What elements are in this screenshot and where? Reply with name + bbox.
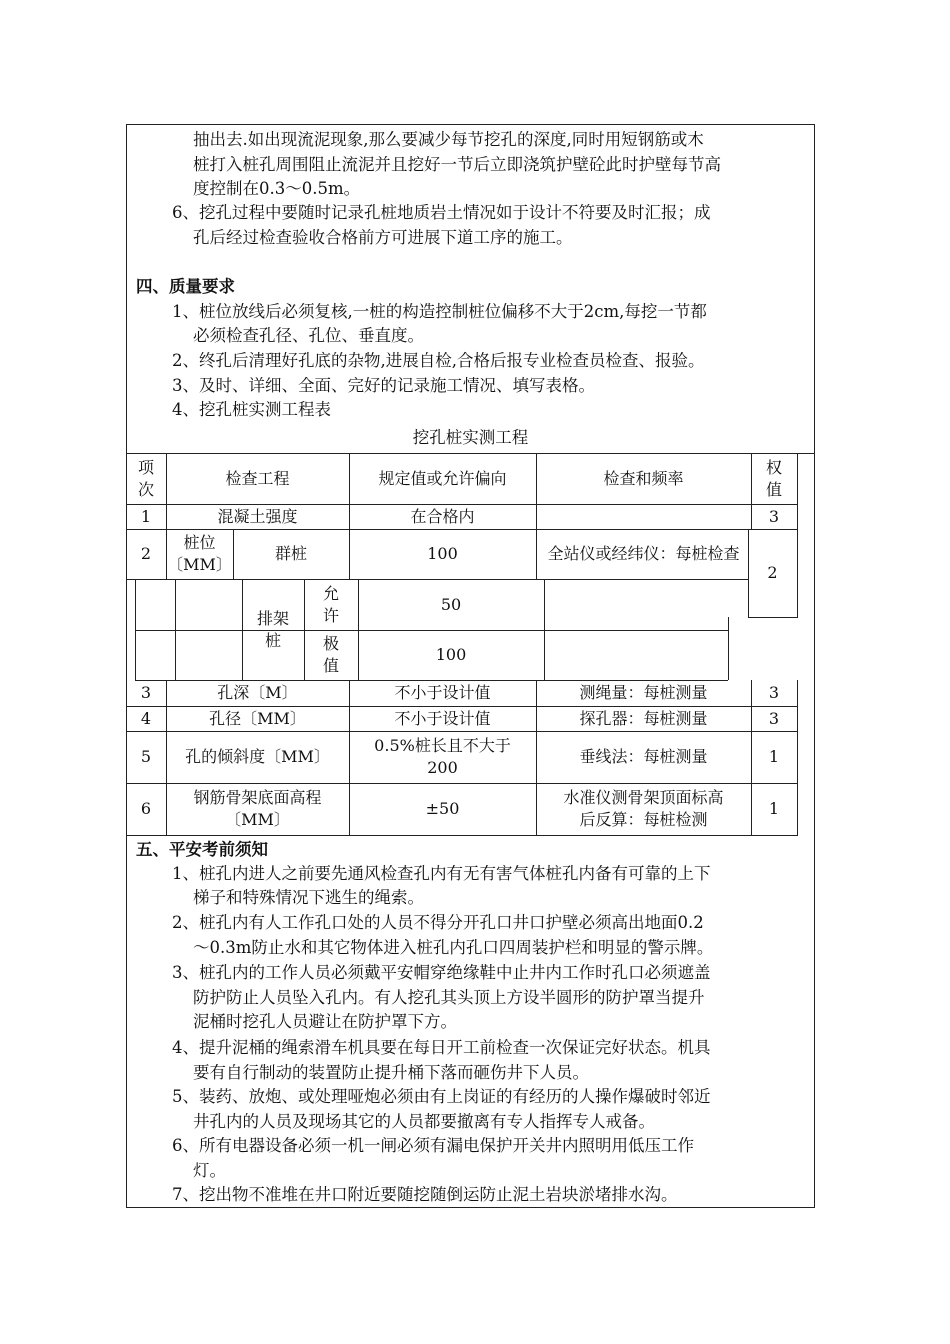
row2-allow-value: 50 bbox=[440, 594, 462, 614]
row2-weight: 2 bbox=[767, 563, 778, 582]
section4-item3: 3、及时、详细、全面、完好的记录施工情况、填写表格。 bbox=[172, 376, 595, 395]
row6-method: 水准仪测骨架顶面标高 后反算：每桩检测 bbox=[563, 788, 724, 829]
header-index: 项 次 bbox=[137, 457, 154, 499]
section5-item3-line3: 泥桶时挖孔人员避让在防护罩下方。 bbox=[193, 1012, 457, 1031]
row2-group-value: 100 bbox=[427, 544, 458, 563]
table-rule bbox=[544, 579, 545, 680]
section5-item4-line2: 要有自行制动的装置防止提升桶下落而砸伤井下人员。 bbox=[193, 1063, 589, 1082]
row2-rack-pile: 排架 桩 bbox=[256, 608, 289, 650]
section5-item5-line2: 井孔内的人员及现场其它的人员都要撤离有专人指挥专人戒备。 bbox=[193, 1112, 655, 1131]
row3-index: 3 bbox=[140, 683, 152, 702]
section5-item1-line1: 1、桩孔内进人之前要先通风检查孔内有无有害气体桩孔内备有可靠的上下 bbox=[172, 864, 711, 883]
intro-line-3: 度控制在0.3～0.5m。 bbox=[193, 179, 361, 198]
section5-item2-line2: ～0.3m防止水和其它物体进入桩孔内孔口四周装护栏和明显的警示牌。 bbox=[193, 938, 714, 957]
header-method: 检查和频率 bbox=[603, 468, 684, 488]
row6-item: 钢筋骨架底面高程 〔MM〕 bbox=[193, 788, 322, 829]
table-rule bbox=[728, 617, 729, 680]
row1-weight: 3 bbox=[768, 506, 780, 526]
row4-allowed: 不小于设计值 bbox=[394, 708, 491, 728]
section5-item3-line2: 防护防止人员坠入孔内。有人挖孔其头顶上方设半圆形的防护罩当提升 bbox=[193, 988, 705, 1007]
row6-index: 6 bbox=[140, 799, 152, 818]
row5-index: 5 bbox=[140, 747, 152, 766]
section5-item1-line2: 梯子和特殊情况下逃生的绳索。 bbox=[193, 888, 424, 907]
row5-weight: 1 bbox=[768, 747, 780, 766]
row6-allowed: ±50 bbox=[425, 799, 460, 818]
row4-index: 4 bbox=[140, 708, 152, 728]
intro-item6-line-1: 6、挖孔过程中要随时记录孔桩地质岩土情况如于设计不符要及时汇报；成 bbox=[172, 203, 711, 222]
row6-weight: 1 bbox=[768, 799, 780, 818]
row3-allowed: 不小于设计值 bbox=[394, 683, 491, 702]
table-title: 挖孔桩实测工程 bbox=[412, 428, 529, 447]
row4-weight: 3 bbox=[768, 708, 780, 728]
table-rule bbox=[748, 617, 798, 618]
table-rule bbox=[135, 579, 136, 680]
row2-limit-value: 100 bbox=[435, 645, 467, 664]
section5-item6-line2: 灯。 bbox=[193, 1161, 226, 1180]
row2-group-pile: 群桩 bbox=[274, 544, 307, 563]
row4-item: 孔径〔MM〕 bbox=[209, 708, 306, 728]
row1-allowed: 在合格内 bbox=[410, 506, 475, 526]
header-item: 检查工程 bbox=[225, 468, 290, 488]
row2-index: 2 bbox=[140, 544, 152, 563]
section5-title: 五、平安考前须知 bbox=[136, 840, 268, 859]
row3-method: 测绳量：每桩测量 bbox=[579, 683, 708, 702]
section5-item6-line1: 6、所有电器设备必须一机一闸必须有漏电保护开关井内照明用低压工作 bbox=[172, 1136, 694, 1155]
row1-item: 混凝土强度 bbox=[217, 506, 298, 526]
row3-item: 孔深〔M〕 bbox=[217, 683, 298, 702]
row1-method bbox=[536, 504, 751, 529]
row5-item: 孔的倾斜度〔MM〕 bbox=[185, 747, 330, 766]
row1-index: 1 bbox=[140, 506, 152, 526]
row2-allow-label: 允 许 bbox=[322, 583, 339, 625]
table-rule bbox=[175, 579, 176, 680]
row5-allowed: 0.5%桩长且不大于 200 bbox=[374, 736, 511, 777]
table-rule bbox=[797, 680, 798, 835]
intro-line-1: 抽出去.如出现流泥现象,那么要减少每节挖孔的深度,同时用短钢筋或木 bbox=[193, 130, 704, 149]
section4-item2: 2、终孔后清理好孔底的杂物,进展自检,合格后报专业检查员检查、报验。 bbox=[172, 351, 705, 370]
table-rule bbox=[797, 453, 798, 617]
row2-pile-position: 桩位 〔MM〕 bbox=[167, 533, 232, 574]
row3-weight: 3 bbox=[768, 683, 780, 702]
section4-title: 四、质量要求 bbox=[136, 277, 235, 296]
header-weight: 权 值 bbox=[765, 457, 782, 499]
row2-limit-label: 极 值 bbox=[322, 634, 339, 675]
section5-item3-line1: 3、桩孔内的工作人员必须戴平安帽穿绝缘鞋中止井内工作时孔口必须遮盖 bbox=[172, 963, 711, 982]
section4-item4: 4、挖孔桩实测工程表 bbox=[172, 400, 331, 419]
intro-line-2: 桩打入桩孔周围阻止流泥并且挖好一节后立即浇筑护壁砼此时护壁每节高 bbox=[193, 155, 721, 174]
section4-item1-line2: 必须检查孔径、孔位、垂直度。 bbox=[193, 326, 424, 345]
section5-item4-line1: 4、提升泥桶的绳索滑车机具要在每日开工前检查一次保证完好状态。机具 bbox=[172, 1038, 711, 1057]
section5-item2-line1: 2、桩孔内有人工作孔口处的人员不得分开孔口井口护壁必须高出地面0.2 bbox=[172, 913, 704, 932]
row4-method: 探孔器：每桩测量 bbox=[579, 708, 708, 728]
section5-item7: 7、挖出物不准堆在井口附近要随挖随倒运防止泥土岩块淤堵排水沟。 bbox=[172, 1185, 678, 1204]
row2-method: 全站仪或经纬仪：每桩检查 bbox=[547, 544, 740, 563]
row5-method: 垂线法：每桩测量 bbox=[579, 747, 708, 766]
section4-item1-line1: 1、桩位放线后必须复核,一桩的构造控制桩位偏移不大于2cm,每挖一节都 bbox=[172, 302, 707, 321]
intro-item6-line-2: 孔后经过检查验收合格前方可进展下道工序的施工。 bbox=[193, 228, 573, 247]
table-rule bbox=[126, 835, 798, 836]
header-allowed: 规定值或允许偏向 bbox=[378, 468, 507, 488]
section5-item5-line1: 5、装药、放炮、或处理哑炮必须由有上岗证的有经历的人操作爆破时邻近 bbox=[172, 1087, 711, 1106]
